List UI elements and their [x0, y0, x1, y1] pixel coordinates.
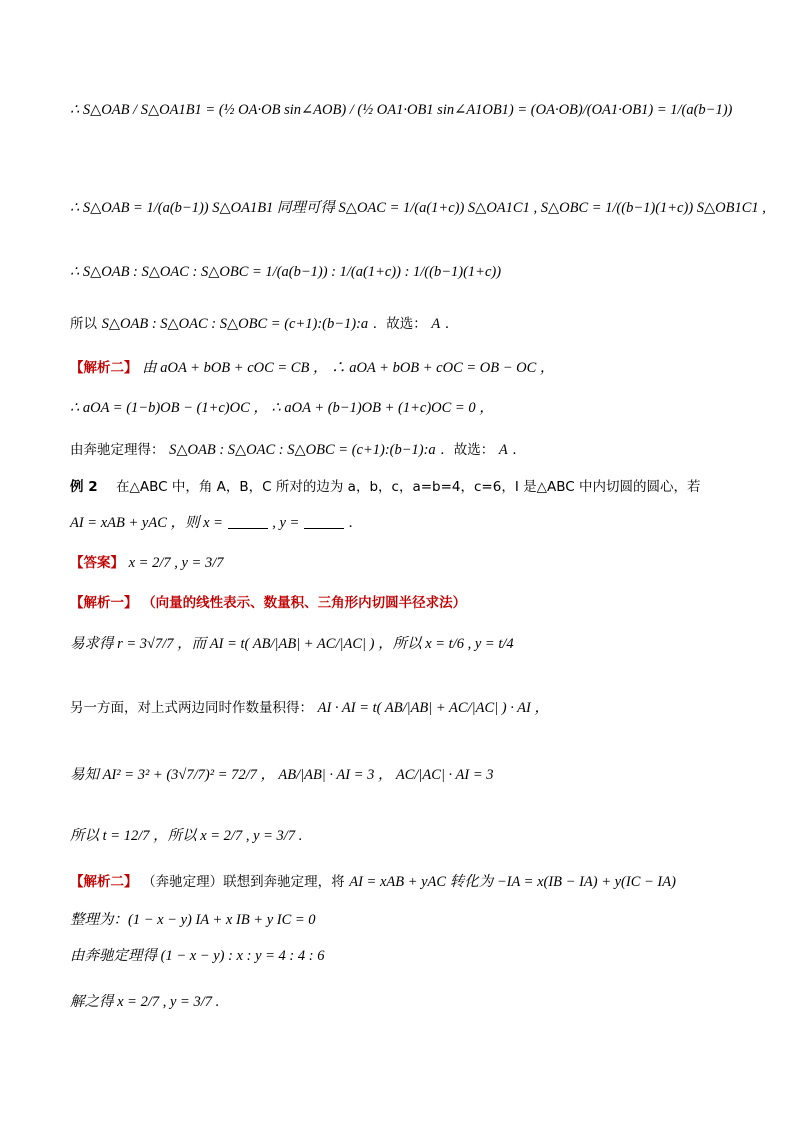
example-2-y-label: , y =: [272, 515, 300, 531]
example-2-question: [70, 513, 754, 533]
example-2-period: ．: [348, 515, 363, 531]
step-2-prefix: 另一方面，对上式两边同时作数量积得：: [70, 700, 313, 716]
benz-answer: A: [498, 442, 508, 458]
step-2-equation: AI · AI = t( AB/|AB| + AC/|AC| ) · AI ，: [317, 700, 549, 716]
solution-two-line-2: [70, 398, 754, 418]
example-2-label: 例 2: [70, 479, 98, 495]
answer-blank-x: [228, 514, 268, 529]
solution-two-heading: [70, 872, 754, 892]
rearrange-text: 整理为：(1 − x − y) IA + x IB + y IC = 0: [70, 912, 316, 928]
solution-one-step-3: [70, 765, 754, 785]
step-4-text: 所以 t = 12/7 ，所以 x = 2/7 , y = 3/7 .: [70, 828, 303, 844]
benz-period: ．: [512, 442, 526, 458]
solution-two-step-2: [70, 946, 754, 966]
solution-two-step-3: [70, 992, 754, 1012]
solution-two-b-intro: （奔驰定理）联想到奔驰定理，将: [142, 874, 345, 890]
solution-two-label: 【解析二】: [70, 360, 138, 376]
answer-line: [70, 553, 754, 573]
answer-blank-y: [304, 514, 344, 529]
solution-two-b-eq: AI = xAB + yAC 转化为 −IA = x(IB − IA) + y(IC − IA): [349, 874, 676, 890]
solution-two-step-1: [70, 910, 754, 930]
benz-theorem-line: [70, 440, 754, 460]
solve-text: 解之得 x = 2/7 , y = 3/7 .: [70, 994, 220, 1010]
example-2-text: 在△ABC 中，角 A，B，C 所对的边为 a，b，c，a=b=4，c=6，I 是△ABC 中内切圆的圆心，若: [116, 479, 701, 495]
benz-prefix: 由奔驰定理得：: [70, 442, 165, 458]
example-2-statement: [70, 477, 754, 497]
ratio-line-3-text: ∴ S△OAB : S△OAC : S△OBC = 1/(a(b−1)) : 1/(a(1+c)) : 1/((b−1)(1+c)): [70, 264, 502, 280]
conclusion-answer: A: [431, 316, 441, 332]
conclusion-line-1: [70, 314, 754, 334]
conclusion-prefix: 所以: [70, 316, 97, 332]
solution-two-line-1: [70, 358, 754, 378]
conclusion-period: ．: [444, 316, 459, 332]
solution-two-b-label: 【解析二】: [70, 874, 138, 890]
answer-values: x = 2/7 , y = 3/7: [128, 555, 224, 571]
solution-one-step-1: [70, 634, 754, 654]
area-line-2-text: ∴ S△OAB = 1/(a(b−1)) S△OA1B1 同理可得 S△OAC = 1/(a(1+c)) S△OA1C1 , S△OBC = 1/((b−1)(1+c)) S△OB1C1 ,: [70, 200, 766, 216]
benz-choose: ．故选：: [440, 442, 495, 458]
conclusion-ratio: S△OAB : S△OAC : S△OBC = (c+1):(b−1):a: [101, 316, 369, 332]
step-1-text: 易求得 r = 3√7/7 ，而 AI = t( AB/|AB| + AC/|AC| ) ，所以 x = t/6 , y = t/4: [70, 636, 514, 652]
example-2-vector-eq: AI = xAB + yAC ，则 x =: [70, 515, 223, 531]
conclusion-choose: ．故选：: [372, 316, 427, 332]
solution-one-step-4: [70, 826, 754, 846]
benz-ratio: S△OAB : S△OAC : S△OBC = (c+1):(b−1):a: [169, 442, 436, 458]
answer-label: 【答案】: [70, 555, 124, 571]
solution-one-step-2: [70, 698, 754, 718]
solution-one-label: 【解析一】: [70, 595, 138, 611]
benz-ratio-text: 由奔驰定理得 (1 − x − y) : x : y = 4 : 4 : 6: [70, 948, 325, 964]
solution-one-note: （向量的线性表示、数量积、三角形内切圆半径求法）: [142, 595, 467, 611]
area-equation-2: [70, 198, 766, 218]
step-3-text: 易知 AI² = 3² + (3√7/7)² = 72/7 ， AB/|AB| · AI = 3 ， AC/|AC| · AI = 3: [70, 767, 494, 783]
solution-one-heading: [70, 593, 754, 613]
ratio-equation-3: [70, 262, 754, 282]
solution-two-text: 由 aOA + bOB + cOC = CB ， ∴ aOA + bOB + cOC = OB − OC ，: [142, 360, 555, 376]
ratio-equation-1: [70, 100, 754, 120]
solution-two-text-2: ∴ aOA = (1−b)OB − (1+c)OC ， ∴ aOA + (b−1)OB + (1+c)OC = 0 ，: [70, 400, 494, 416]
ratio-line-1-text: ∴ S△OAB / S△OA1B1 = (½ OA·OB sin∠AOB) / (½ OA1·OB1 sin∠A1OB1) = (OA·OB)/(OA1·OB1) = 1/(a(b−1)): [70, 102, 733, 118]
